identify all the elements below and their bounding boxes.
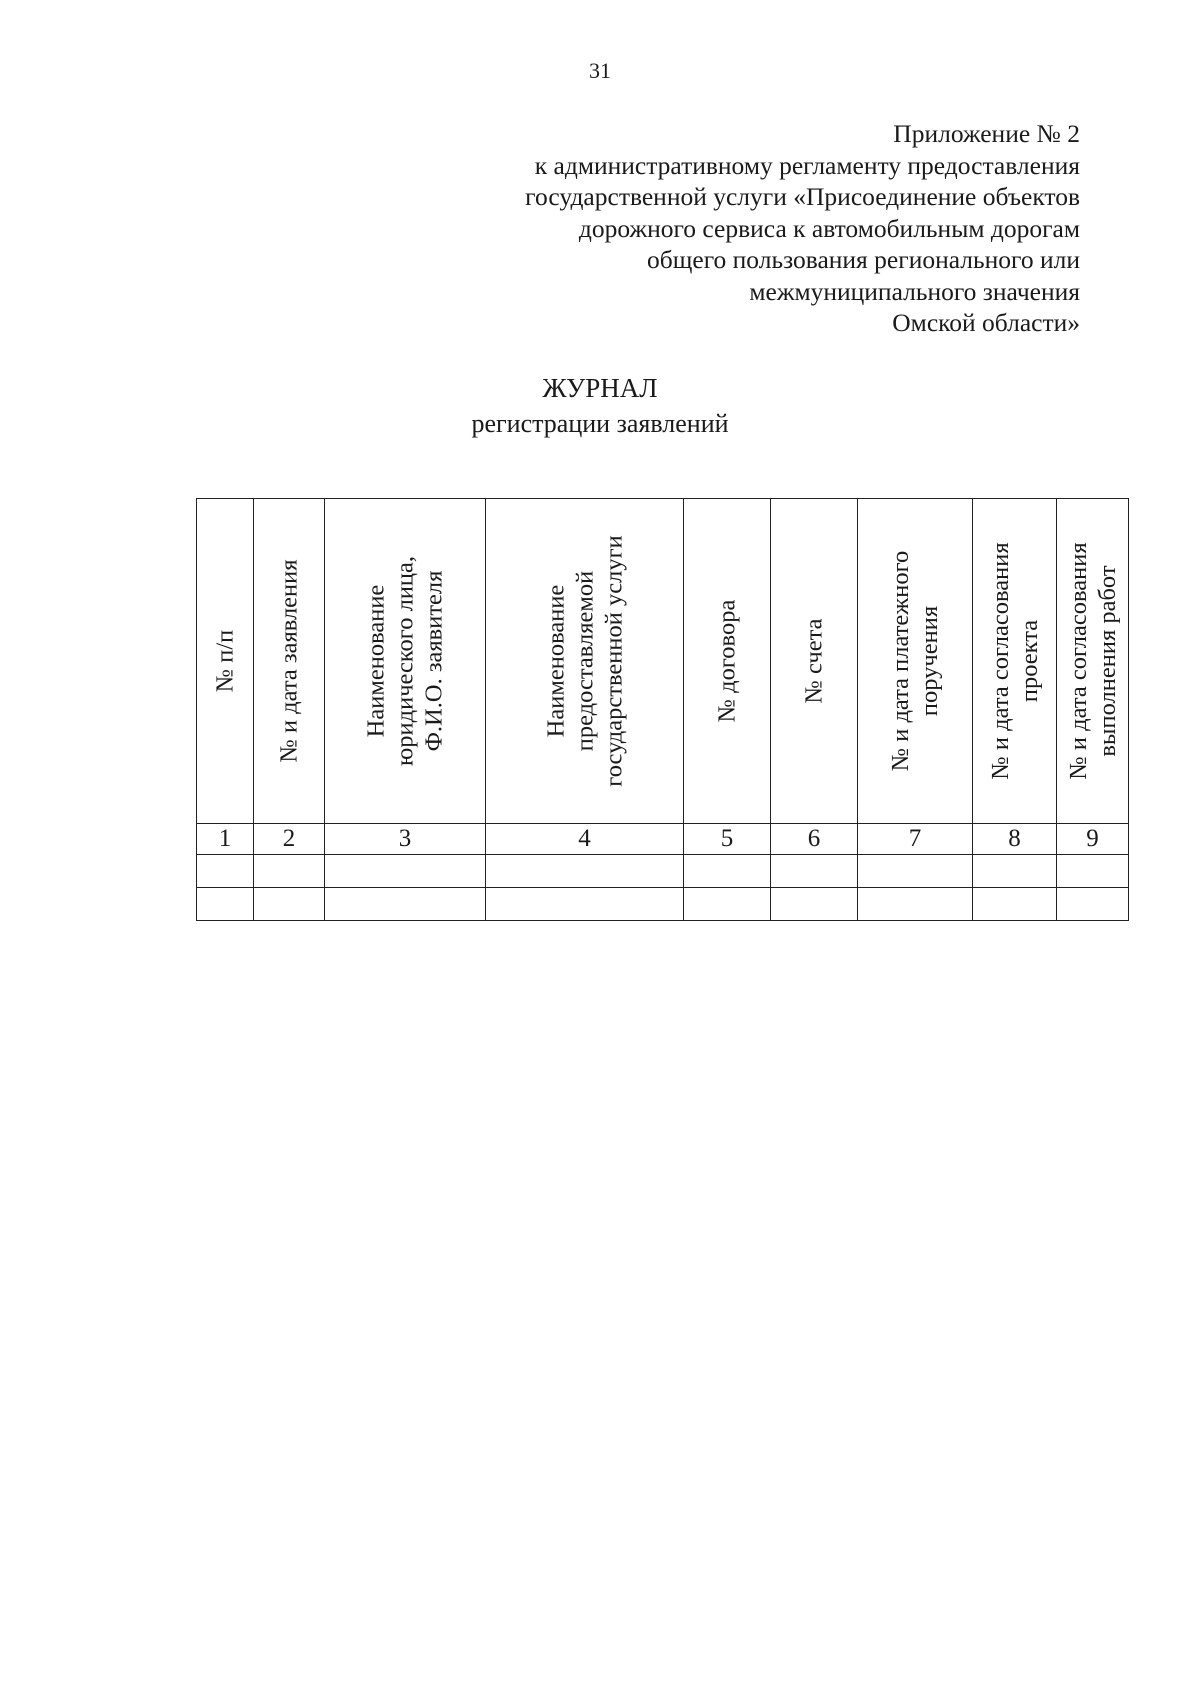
table-cell bbox=[197, 855, 254, 888]
column-number: 7 bbox=[858, 824, 973, 855]
column-number: 8 bbox=[973, 824, 1057, 855]
table-cell bbox=[325, 888, 486, 921]
appendix-line: межмуниципального значения bbox=[749, 276, 1080, 306]
header-text: № и дата заявления bbox=[275, 559, 303, 763]
header-text: юридического лица, bbox=[391, 555, 419, 767]
column-number: 5 bbox=[684, 824, 771, 855]
table-cell bbox=[973, 888, 1057, 921]
appendix-line: дорожного сервиса к автомобильным дорогам bbox=[578, 213, 1080, 243]
table-cell bbox=[254, 888, 325, 921]
header-text: № счета bbox=[800, 618, 828, 704]
table-row bbox=[197, 888, 1129, 921]
table-cell bbox=[771, 888, 858, 921]
column-number: 2 bbox=[254, 824, 325, 855]
header-text: выполнения работ bbox=[1093, 565, 1121, 757]
header-cell-payment-order bbox=[858, 499, 973, 824]
table-row bbox=[197, 855, 1129, 888]
header-text: № и дата платежного bbox=[887, 550, 914, 772]
appendix-line: Приложение № 2 bbox=[893, 119, 1080, 148]
page-number: 31 bbox=[589, 58, 611, 83]
header-cell-project-approval bbox=[973, 499, 1057, 824]
column-number: 6 bbox=[771, 824, 858, 855]
header-text: государственной услуги bbox=[600, 535, 627, 787]
header-text: Наименование bbox=[542, 584, 569, 738]
appendix-line: государственной услуги «Присоединение объектов bbox=[525, 182, 1080, 211]
table-cell bbox=[254, 855, 325, 888]
header-text: № и дата согласования bbox=[1064, 542, 1092, 780]
column-number: 1 bbox=[197, 824, 254, 855]
header-cell-index bbox=[197, 499, 254, 824]
header-text: предоставляемой bbox=[571, 570, 598, 752]
header-cell-contract bbox=[684, 499, 771, 824]
column-number: 9 bbox=[1057, 824, 1129, 855]
table-cell bbox=[684, 888, 771, 921]
column-number: 3 bbox=[325, 824, 486, 855]
table-cell bbox=[973, 855, 1057, 888]
journal-subtitle: регистрации заявлений bbox=[471, 409, 729, 438]
header-text: Ф.И.О. заявителя bbox=[420, 570, 448, 752]
header-text: № п/п bbox=[211, 629, 239, 693]
appendix-line: общего пользования регионального или bbox=[647, 245, 1080, 274]
header-text: Наименование bbox=[362, 584, 390, 738]
header-cell-service bbox=[486, 499, 684, 824]
header-cell-invoice bbox=[771, 499, 858, 824]
table-cell bbox=[197, 888, 254, 921]
appendix-header bbox=[360, 118, 1080, 339]
header-text: № договора bbox=[713, 599, 741, 723]
registration-table bbox=[196, 498, 1129, 921]
table-cell bbox=[858, 888, 973, 921]
header-cell-applicant bbox=[325, 499, 486, 824]
header-text: проекта bbox=[1015, 619, 1043, 703]
table-cell bbox=[771, 855, 858, 888]
table-cell bbox=[325, 855, 486, 888]
header-text: поручения bbox=[916, 605, 943, 717]
table-cell bbox=[486, 855, 684, 888]
header-cell-works-approval bbox=[1057, 499, 1129, 824]
header-text: № и дата согласования bbox=[986, 542, 1014, 780]
column-number: 4 bbox=[486, 824, 684, 855]
journal-title: ЖУРНАЛ bbox=[542, 373, 658, 403]
table-cell bbox=[1057, 855, 1129, 888]
table-header-row bbox=[197, 499, 1129, 824]
table-cell bbox=[684, 855, 771, 888]
table-cell bbox=[486, 888, 684, 921]
column-number-row bbox=[197, 824, 1129, 855]
header-cell-application bbox=[254, 499, 325, 824]
appendix-line: Омской области» bbox=[892, 308, 1080, 337]
table-cell bbox=[1057, 888, 1129, 921]
appendix-line: к административному регламенту предоставления bbox=[534, 150, 1080, 180]
table-cell bbox=[858, 855, 973, 888]
